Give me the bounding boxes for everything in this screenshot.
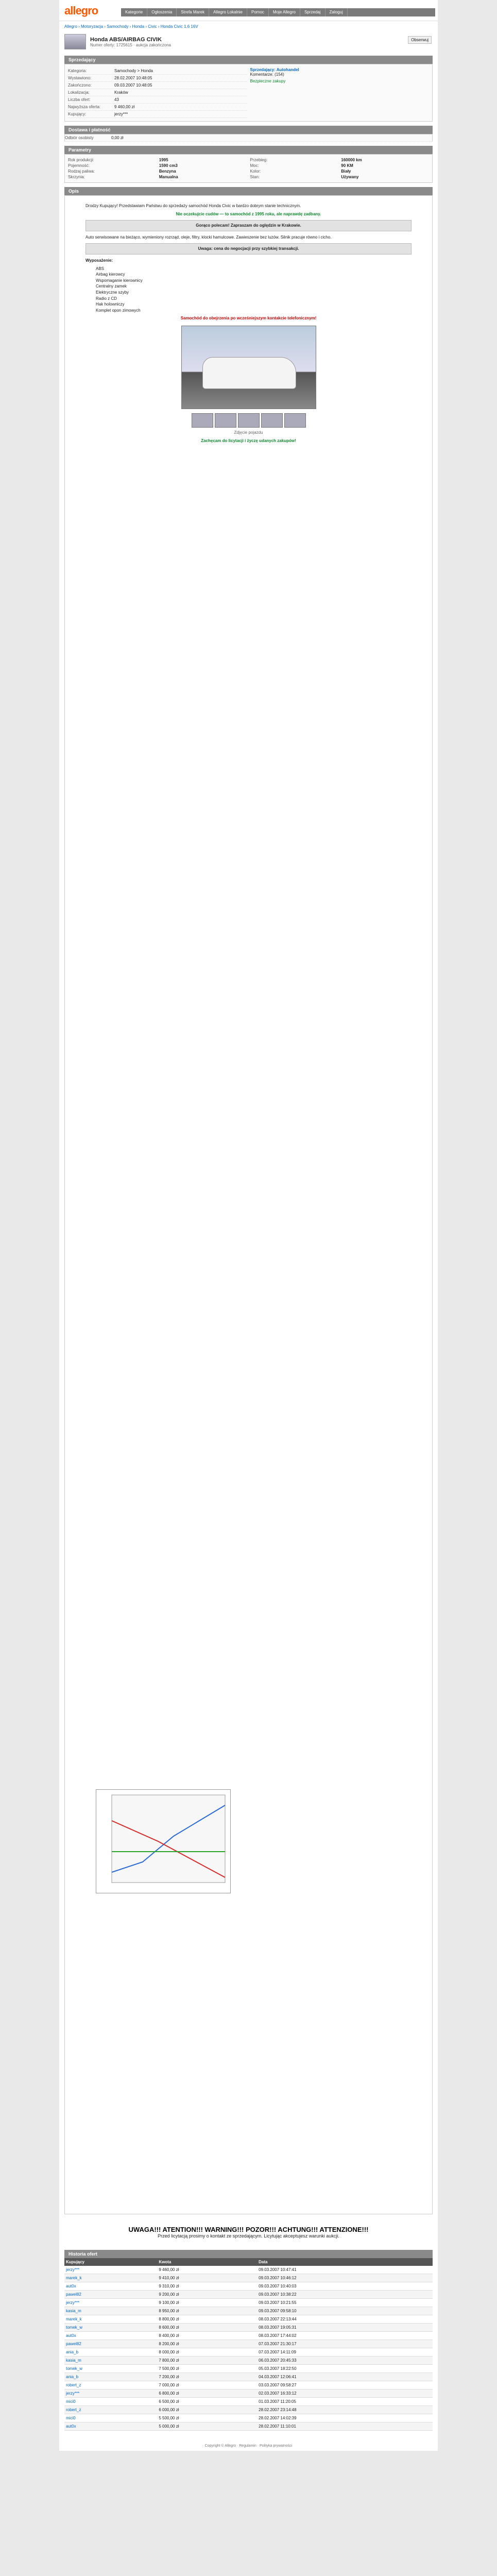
bids-header-row [64, 2258, 433, 2266]
equipment-item: Centralny zamek [96, 284, 127, 289]
section-header-delivery: Dostawa i płatność [64, 126, 433, 134]
bidder-name[interactable]: kasia_m [64, 2356, 157, 2364]
bidder-name[interactable]: mici0 [64, 2414, 157, 2422]
bidder-name[interactable]: ania_b [64, 2372, 157, 2381]
detail-label: Kupujący: [68, 112, 87, 116]
param-value: 1590 cm3 [159, 163, 178, 168]
table-row [64, 2381, 433, 2389]
equipment-item: Airbag kierowcy [96, 272, 125, 277]
param-value: 1995 [159, 158, 168, 162]
table-row [64, 2405, 433, 2414]
nav-item[interactable]: Sprzedaj [300, 8, 325, 16]
bid-date: 09.03.2007 10:46:12 [257, 2274, 433, 2282]
detail-label: Kategoria: [68, 69, 87, 73]
table-row [64, 2422, 433, 2430]
table-row [64, 2389, 433, 2397]
bid-amount: 8 200,00 zł [157, 2340, 257, 2348]
detail-value: jerzy*** [114, 112, 128, 116]
bidder-name[interactable]: jerzy*** [64, 2298, 157, 2307]
bid-amount: 6 500,00 zł [157, 2397, 257, 2405]
bid-amount: 7 800,00 zł [157, 2356, 257, 2364]
nav-item[interactable]: Moje Allegro [269, 8, 300, 16]
equipment-item: ABS [96, 266, 105, 271]
bid-amount: 9 200,00 zł [157, 2290, 257, 2298]
bidder-name[interactable]: ania_b [64, 2348, 157, 2356]
bid-amount: 8 400,00 zł [157, 2331, 257, 2340]
photo-caption: Zdjęcie pojazdu [234, 430, 263, 435]
bidder-name[interactable]: aut0x [64, 2282, 157, 2290]
bid-amount: 8 000,00 zł [157, 2348, 257, 2356]
photo-thumb[interactable] [261, 413, 283, 428]
table-row [64, 2364, 433, 2372]
bid-date: 09.03.2007 09:58:10 [257, 2307, 433, 2315]
table-row [64, 2290, 433, 2298]
bidder-name[interactable]: mici0 [64, 2397, 157, 2405]
detail-row [68, 96, 247, 104]
param-label: Moc: [250, 163, 259, 168]
photo-thumb[interactable] [284, 413, 306, 428]
detail-label: Lokalizacja: [68, 90, 90, 95]
table-row [64, 2307, 433, 2315]
detail-row [68, 67, 247, 75]
desc-highlight-green: Zachęcam do licytacji i życzę udanych zakupów! [201, 438, 296, 443]
delivery-value: 0,00 zł [111, 135, 124, 140]
listing-number: Numer oferty: 1725615 · aukcja zakończona [90, 42, 171, 47]
equipment-item: Elektryczne szyby [96, 290, 129, 295]
detail-label: Wystawiono: [68, 76, 92, 80]
param-label: Skrzynia: [68, 175, 85, 179]
bids-col-header: Kupujący [64, 2258, 157, 2266]
bid-date: 28.02.2007 14:02:39 [257, 2414, 433, 2422]
desc-intro: Drodzy Kupujący! Przedstawiam Państwu do sprzedaży samochód Honda Civic w bardzo dobrym stanie technicznym. [85, 204, 301, 208]
table-row [64, 2282, 433, 2290]
desc-warning: Samochód do obejrzenia po wcześniejszym kontakcie telefonicznym! [180, 316, 317, 321]
main-nav [121, 8, 435, 16]
bid-amount: 6 800,00 zł [157, 2389, 257, 2397]
desc-body-filler [85, 1900, 412, 2209]
param-value: 160000 km [341, 158, 362, 162]
detail-value: 28.02.2007 10:48:05 [114, 76, 152, 80]
bid-date: 09.03.2007 10:21:55 [257, 2298, 433, 2307]
param-value: Manualna [159, 175, 178, 179]
desc-note-box: Uwaga: cena do negocjacji przy szybkiej transakcji. [85, 243, 412, 255]
bid-amount: 9 310,00 zł [157, 2282, 257, 2290]
allegro-logo[interactable]: allegro [64, 4, 98, 17]
title-row [59, 32, 438, 52]
car-photo[interactable] [181, 326, 316, 409]
bid-amount: 5 500,00 zł [157, 2414, 257, 2422]
detail-label: Liczba ofert: [68, 97, 91, 102]
param-value: Używany [341, 175, 359, 179]
bid-date: 08.03.2007 17:44:02 [257, 2331, 433, 2340]
param-label: Rodzaj paliwa: [68, 169, 95, 174]
bid-date: 07.03.2007 21:30:17 [257, 2340, 433, 2348]
param-label: Przebieg: [250, 158, 268, 162]
bidder-name[interactable]: tomek_w [64, 2364, 157, 2372]
bid-date: 08.03.2007 19:05:31 [257, 2323, 433, 2331]
page-title: Honda ABS/AIRBAG CIVIK [90, 36, 162, 43]
top-bar [59, 0, 438, 21]
bid-date: 03.03.2007 09:58:27 [257, 2381, 433, 2389]
warning-text: Przed licytacją prosimy o kontakt ze sprzedającym. Licytując akceptujesz warunki aukcji. [158, 2233, 339, 2239]
bidder-name[interactable]: robert_z [64, 2381, 157, 2389]
desc-paragraph: Auto serwisowane na bieżąco, wymieniony rozrząd, oleje, filtry, klocki hamulcowe. Zawieszenie bez luzów. Silnik pracuje równo i cicho. [85, 234, 332, 240]
breadcrumb[interactable]: Allegro › Motoryzacja › Samochody › Honda › Civic › Honda Civic 1.6 16V [64, 24, 198, 29]
bid-amount: 8 800,00 zł [157, 2315, 257, 2323]
table-row [64, 2372, 433, 2381]
page [59, 0, 438, 2451]
detail-value: Kraków [114, 90, 128, 95]
bid-date: 28.02.2007 11:10:01 [257, 2422, 433, 2430]
bid-amount: 9 410,00 zł [157, 2274, 257, 2282]
param-label: Kolor: [250, 169, 261, 174]
detail-value: 9 460,00 zł [114, 105, 135, 109]
table-row [64, 2298, 433, 2307]
bidder-name[interactable]: tomek_w [64, 2323, 157, 2331]
table-row [64, 2340, 433, 2348]
bids-col-header: Data [257, 2258, 433, 2266]
nav-item[interactable]: Kategorie [121, 8, 147, 16]
bid-date: 09.03.2007 10:38:22 [257, 2290, 433, 2298]
bid-amount: 8 950,00 zł [157, 2307, 257, 2315]
nav-item[interactable]: Pomoc [247, 8, 269, 16]
table-row [64, 2414, 433, 2422]
section-header-bids: Historia ofert [64, 2250, 433, 2258]
watch-button[interactable]: Obserwuj [408, 36, 432, 44]
equipment-item: Hak holowniczy [96, 302, 125, 307]
bid-amount: 7 500,00 zł [157, 2364, 257, 2372]
photo-thumb[interactable] [238, 413, 260, 428]
equipment-title: Wyposażenie: [85, 258, 113, 263]
detail-value: Samochody > Honda [114, 69, 153, 73]
safe-shopping-badge: Bezpieczne zakupy [250, 79, 286, 83]
table-row [64, 2331, 433, 2340]
bid-amount: 7 000,00 zł [157, 2381, 257, 2389]
desc-body-filler [85, 446, 412, 1785]
detail-label: Zakończono: [68, 83, 92, 88]
car-image [202, 357, 296, 389]
table-row [64, 2397, 433, 2405]
bid-amount: 7 200,00 zł [157, 2372, 257, 2381]
param-value: 90 KM [341, 163, 353, 168]
bidder-name[interactable]: aut0x [64, 2331, 157, 2340]
bid-amount: 8 600,00 zł [157, 2323, 257, 2331]
section-header-description: Opis [64, 187, 433, 195]
section-header-seller: Sprzedający [64, 56, 433, 64]
photo-thumb[interactable] [192, 413, 213, 428]
bid-date: 28.02.2007 23:14:48 [257, 2405, 433, 2414]
detail-row [68, 82, 247, 89]
bids-col-header: Kwota [157, 2258, 257, 2266]
detail-row [68, 89, 247, 96]
seller-box [64, 64, 433, 122]
bid-date: 07.03.2007 14:11:09 [257, 2348, 433, 2356]
warning-title: UWAGA!!! ATENTION!!! WARNING!!! POZOR!!! ACHTUNG!!! ATTENZIONE!!! [128, 2225, 369, 2233]
desc-note-box: Gorąco polecam! Zapraszam do oględzin w Krakowie. [85, 220, 412, 231]
bidder-name[interactable]: kasia_m [64, 2307, 157, 2315]
listing-thumbnail[interactable] [64, 34, 86, 49]
section-header-params: Parametry [64, 146, 433, 154]
seller-name[interactable]: Sprzedający: Autohandel [250, 67, 299, 72]
delivery-row [64, 134, 433, 142]
table-row [64, 2274, 433, 2282]
seller-rating[interactable]: Komentarze: (154) [250, 72, 284, 77]
bidder-name[interactable]: aut0x [64, 2422, 157, 2430]
seller-info [250, 67, 430, 118]
bidder-name[interactable]: marek_k [64, 2315, 157, 2323]
bids-table [64, 2258, 433, 2431]
footer: Copyright © Allegro · Regulamin · Polityka prywatności [204, 2444, 293, 2448]
nav-item[interactable]: Strefa Marek [177, 8, 209, 16]
bid-date: 05.03.2007 18:22:50 [257, 2364, 433, 2372]
detail-row [68, 75, 247, 82]
delivery-label: Odbiór osobisty [65, 135, 94, 140]
bidder-name[interactable]: pawel82 [64, 2290, 157, 2298]
param-label: Pojemność: [68, 163, 90, 168]
param-label: Rok produkcji: [68, 158, 94, 162]
price-chart [96, 1789, 231, 1893]
table-row [64, 2323, 433, 2331]
bid-date: 09.03.2007 10:47:41 [257, 2266, 433, 2274]
bidder-name[interactable]: pawel82 [64, 2340, 157, 2348]
param-value: Biały [341, 169, 351, 174]
detail-label: Najwyższa oferta: [68, 105, 101, 109]
detail-value: 43 [114, 97, 119, 102]
chart-plot-area [112, 1795, 225, 1883]
equipment-item: Komplet opon zimowych [96, 308, 141, 313]
bidder-name[interactable]: jerzy*** [64, 2266, 157, 2274]
warning-banner [64, 2221, 433, 2244]
bid-date: 04.03.2007 12:06:41 [257, 2372, 433, 2381]
bidder-name[interactable]: robert_z [64, 2405, 157, 2414]
bidder-name[interactable]: marek_k [64, 2274, 157, 2282]
param-label: Stan: [250, 175, 260, 179]
desc-highlight-green: Nie oczekujcie cudów — to samochód z 1995 roku, ale naprawdę zadbany. [176, 211, 321, 216]
bid-date: 06.03.2007 20:45:33 [257, 2356, 433, 2364]
detail-value: 09.03.2007 10:48:05 [114, 83, 152, 88]
description [64, 195, 433, 2214]
auction-details [68, 67, 247, 118]
table-row [64, 2266, 433, 2274]
detail-row [68, 111, 247, 118]
bid-amount: 9 460,00 zł [157, 2266, 257, 2274]
equipment-item: Wspomaganie kierownicy [96, 278, 143, 283]
detail-row [68, 104, 247, 111]
equipment-item: Radio z CD [96, 296, 117, 301]
nav-item[interactable]: Allegro Lokalnie [209, 8, 247, 16]
params-grid [64, 154, 433, 183]
bid-amount: 5 000,00 zł [157, 2422, 257, 2430]
bid-date: 09.03.2007 10:40:03 [257, 2282, 433, 2290]
nav-item[interactable]: Zaloguj [325, 8, 348, 16]
bid-date: 01.03.2007 11:20:05 [257, 2397, 433, 2405]
equipment-list [85, 266, 412, 314]
param-value: Benzyna [159, 169, 176, 174]
bid-date: 02.03.2007 16:33:12 [257, 2389, 433, 2397]
bid-date: 08.03.2007 22:13:44 [257, 2315, 433, 2323]
photo-thumb[interactable] [215, 413, 236, 428]
bid-amount: 6 000,00 zł [157, 2405, 257, 2414]
nav-item[interactable]: Ogłoszenia [147, 8, 177, 16]
bidder-name[interactable]: jerzy*** [64, 2389, 157, 2397]
photo-thumbnails [85, 413, 412, 428]
table-row [64, 2356, 433, 2364]
table-row [64, 2348, 433, 2356]
table-row [64, 2315, 433, 2323]
bid-amount: 9 100,00 zł [157, 2298, 257, 2307]
